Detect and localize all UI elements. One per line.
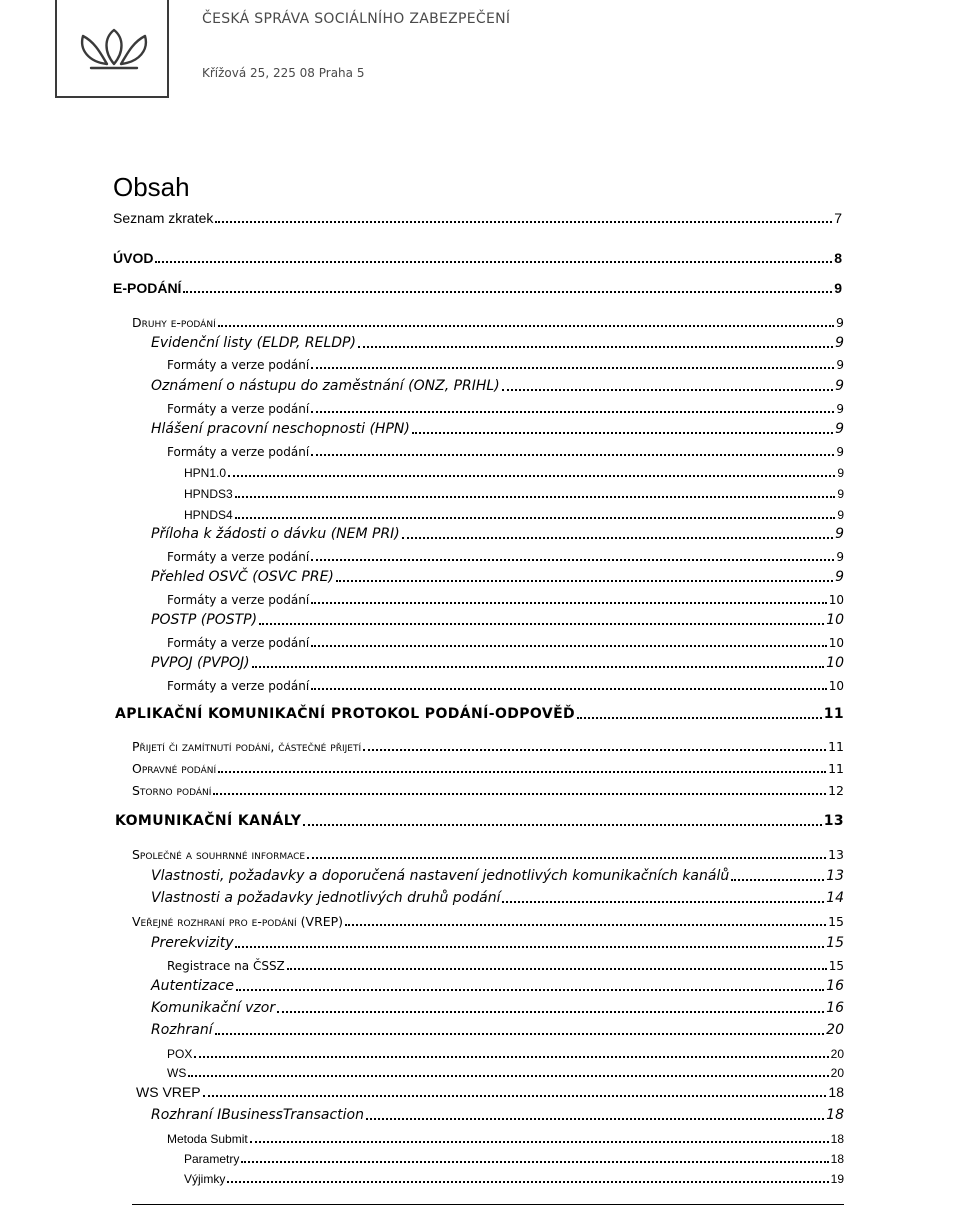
toc-entry-title: Metoda Submit xyxy=(167,1132,248,1146)
toc-entry-page: 10 xyxy=(828,679,844,693)
toc-leader xyxy=(215,221,832,223)
toc-entry-page: 9 xyxy=(836,550,844,564)
toc-entry-title: Prerekvizity xyxy=(151,935,234,951)
toc-leader xyxy=(311,645,827,647)
toc-entry[interactable] xyxy=(136,1080,844,1100)
toc-leader xyxy=(218,771,826,773)
toc-entry[interactable] xyxy=(151,974,844,994)
toc-entry[interactable] xyxy=(167,439,844,459)
toc-entry[interactable] xyxy=(132,778,844,798)
toc-entry-title: Společné a souhrnné informace xyxy=(132,847,306,862)
toc-entry-page: 20 xyxy=(830,1047,844,1061)
toc-entry-page: 19 xyxy=(830,1172,844,1186)
toc-entry-title: Hlášení pracovní neschopnosti (HPN) xyxy=(151,421,410,437)
toc-entry-page: 10 xyxy=(828,593,844,607)
toc-entry-page: 15 xyxy=(828,959,844,973)
toc-entry-page: 18 xyxy=(826,1107,844,1123)
toc-entry[interactable] xyxy=(184,1166,844,1186)
toc-entry-page: 9 xyxy=(837,466,844,480)
toc-entry-title: Přijetí či zamítnutí podání, částečné přijetí xyxy=(132,739,362,754)
toc-entry[interactable] xyxy=(115,702,844,722)
toc-entry-page: 13 xyxy=(823,813,844,829)
toc-entry-title: Opravné podání xyxy=(132,761,217,776)
toc-entry[interactable] xyxy=(167,1060,844,1080)
toc-leader xyxy=(311,559,834,561)
toc-entry-page: 11 xyxy=(828,739,844,754)
toc-entry[interactable] xyxy=(151,931,844,951)
toc-leader xyxy=(259,623,824,625)
toc-leader xyxy=(250,1141,829,1143)
toc-entry-page: 9 xyxy=(835,569,844,585)
toc-leader xyxy=(236,989,824,991)
toc-leader xyxy=(412,432,833,434)
toc-entry-title: Formáty a verze podání xyxy=(167,402,310,416)
toc-entry-title: Druhy e-podání xyxy=(132,315,216,330)
toc-leader xyxy=(502,901,824,903)
toc-entry-page: 14 xyxy=(826,890,844,906)
toc-entry-page: 9 xyxy=(836,358,844,372)
toc-entry-title: Veřejné rozhraní pro e-podání (VREP) xyxy=(132,914,344,929)
toc-entry-title: HPNDS3 xyxy=(184,487,233,501)
toc-leader xyxy=(215,1033,825,1035)
toc-entry-page: 13 xyxy=(828,847,844,862)
toc-entry[interactable] xyxy=(167,544,844,564)
toc-leader xyxy=(213,793,826,795)
toc-entry-page: 9 xyxy=(836,402,844,416)
toc-entry-title: POSTP (POSTP) xyxy=(151,612,258,628)
toc-entry[interactable] xyxy=(184,1146,844,1166)
toc-entry-title: Příloha k žádosti o dávku (NEM PRI) xyxy=(151,526,400,542)
toc-entry-page: 9 xyxy=(835,421,844,437)
toc-entry[interactable] xyxy=(167,1126,844,1146)
toc-leader xyxy=(336,580,833,582)
toc-entry-page: 20 xyxy=(826,1022,844,1038)
toc-entry[interactable] xyxy=(151,417,844,437)
toc-entry-title: HPN1.0 xyxy=(184,466,227,480)
toc-entry-page: 10 xyxy=(828,636,844,650)
toc-entry-page: 15 xyxy=(826,935,844,951)
toc-entry-title: Registrace na ČSSZ xyxy=(167,959,285,973)
toc-entry[interactable] xyxy=(151,1103,844,1123)
toc-entry-page: 9 xyxy=(836,445,844,459)
toc-entry[interactable] xyxy=(151,608,844,628)
toc-entry-title: Storno podání xyxy=(132,783,212,798)
logo xyxy=(55,0,169,98)
toc-leader xyxy=(277,1011,824,1013)
toc-entry[interactable] xyxy=(113,206,842,226)
toc-entry[interactable] xyxy=(151,331,844,351)
toc-entry[interactable] xyxy=(167,587,844,607)
toc-leader xyxy=(731,879,824,881)
toc-entry-page: 10 xyxy=(826,655,844,671)
toc-leader xyxy=(358,346,833,348)
organization-name: ČESKÁ SPRÁVA SOCIÁLNÍHO ZABEZPEČENÍ xyxy=(202,11,511,27)
toc-entry[interactable] xyxy=(167,396,844,416)
toc-leader xyxy=(227,1181,828,1183)
toc-leader xyxy=(345,924,826,926)
toc-entry-title: Autentizace xyxy=(151,978,235,994)
toc-entry-page: 18 xyxy=(828,1084,844,1100)
toc-entry-page: 16 xyxy=(826,1000,844,1016)
toc-entry-title: Formáty a verze podání xyxy=(167,636,310,650)
toc-leader xyxy=(183,291,832,293)
toc-entry[interactable] xyxy=(132,310,844,330)
toc-entry-page: 18 xyxy=(830,1152,844,1166)
toc-entry[interactable] xyxy=(184,460,844,480)
toc-entry-title: WS VREP xyxy=(136,1084,201,1100)
toc-entry-page: 9 xyxy=(835,335,844,351)
toc-entry[interactable] xyxy=(167,630,844,650)
toc-leader xyxy=(402,537,833,539)
toc-entry-title: Formáty a verze podání xyxy=(167,593,310,607)
toc-entry[interactable] xyxy=(151,864,844,884)
toc-entry[interactable] xyxy=(151,651,844,671)
toc-entry-page: 9 xyxy=(834,280,842,296)
toc-entry-title: Výjimky xyxy=(184,1172,226,1186)
toc-entry-page: 16 xyxy=(826,978,844,994)
toc-leader xyxy=(303,824,821,826)
toc-entry-page: 9 xyxy=(836,315,844,330)
toc-leader xyxy=(235,496,836,498)
toc-entry-page: 18 xyxy=(830,1132,844,1146)
toc-entry-page: 9 xyxy=(835,526,844,542)
toc-leader xyxy=(366,1118,824,1120)
toc-leader xyxy=(241,1161,828,1163)
toc-entry[interactable] xyxy=(132,842,844,862)
organization-address: Křížová 25, 225 08 Praha 5 xyxy=(202,66,365,80)
toc-entry[interactable] xyxy=(167,953,844,973)
toc-entry-title: Přehled OSVČ (OSVC PRE) xyxy=(151,569,334,585)
toc-entry-title: E-PODÁNÍ xyxy=(113,280,182,296)
toc-entry-title: APLIKAČNÍ KOMUNIKAČNÍ PROTOKOL PODÁNÍ-ODPOVĚĎ xyxy=(115,706,576,722)
bottom-rule xyxy=(132,1204,844,1205)
toc-entry-title: KOMUNIKAČNÍ KANÁLY xyxy=(115,813,302,829)
toc-entry[interactable] xyxy=(113,246,842,266)
toc-entry-page: 7 xyxy=(834,210,842,226)
toc-entry-title: Rozhraní xyxy=(151,1022,213,1038)
toc-leader xyxy=(311,454,834,456)
toc-entry-page: 9 xyxy=(837,508,844,522)
toc-entry[interactable] xyxy=(151,522,844,542)
toc-entry[interactable] xyxy=(151,1018,844,1038)
toc-entry[interactable] xyxy=(151,996,844,1016)
toc-leader xyxy=(188,1075,828,1077)
toc-entry[interactable] xyxy=(132,734,844,754)
toc-entry-page: 9 xyxy=(837,487,844,501)
toc-entry[interactable] xyxy=(132,756,844,776)
toc-leader xyxy=(218,325,834,327)
toc-leader xyxy=(252,666,825,668)
toc-entry-page: 9 xyxy=(835,378,844,394)
toc-entry[interactable] xyxy=(167,673,844,693)
toc-entry-title: HPNDS4 xyxy=(184,508,233,522)
toc-entry[interactable] xyxy=(184,502,844,522)
toc-leader xyxy=(577,717,822,719)
toc-entry-page: 8 xyxy=(834,250,842,266)
toc-entry-title: Komunikační vzor xyxy=(151,1000,276,1016)
toc-entry[interactable] xyxy=(151,565,844,585)
toc-entry[interactable] xyxy=(113,276,842,296)
toc-entry[interactable] xyxy=(167,1041,844,1061)
toc-leader xyxy=(502,389,833,391)
toc-entry-title: Formáty a verze podání xyxy=(167,445,310,459)
toc-entry-page: 10 xyxy=(826,612,844,628)
toc-entry-title: Formáty a verze podání xyxy=(167,358,310,372)
toc-leader xyxy=(155,261,832,263)
toc-entry-title: Formáty a verze podání xyxy=(167,679,310,693)
toc-entry[interactable] xyxy=(151,886,844,906)
toc-entry[interactable] xyxy=(132,909,844,929)
toc-entry-title: ÚVOD xyxy=(113,250,154,266)
toc-entry-title: WS xyxy=(167,1066,187,1080)
toc-entry-title: Rozhraní IBusinessTransaction xyxy=(151,1107,364,1123)
toc-entry-page: 13 xyxy=(826,868,844,884)
toc-leader xyxy=(311,602,827,604)
toc-entry[interactable] xyxy=(184,481,844,501)
toc-leader xyxy=(363,749,826,751)
toc-leader xyxy=(235,946,824,948)
toc-entry-title: Vlastnosti a požadavky jednotlivých druhů podání xyxy=(151,890,501,906)
toc-leader xyxy=(287,968,827,970)
toc-entry[interactable] xyxy=(167,352,844,372)
toc-leader xyxy=(235,517,836,519)
toc-leader xyxy=(311,688,827,690)
toc-entry-title: Evidenční listy (ELDP, RELDP) xyxy=(151,335,356,351)
toc-entry-page: 12 xyxy=(828,783,844,798)
tulip-logo-icon xyxy=(77,24,151,70)
toc-entry-title: Vlastnosti, požadavky a doporučená nastavení jednotlivých komunikačních kanálů xyxy=(151,868,730,884)
toc-entry-title: POX xyxy=(167,1047,193,1061)
toc-leader xyxy=(228,475,835,477)
toc-leader xyxy=(311,367,834,369)
toc-entry-title: Formáty a verze podání xyxy=(167,550,310,564)
toc-entry-title: Parametry xyxy=(184,1152,240,1166)
toc-entry-title: Oznámení o nástupu do zaměstnání (ONZ, PRIHL) xyxy=(151,378,500,394)
toc-entry[interactable] xyxy=(115,809,844,829)
toc-leader xyxy=(307,857,826,859)
toc-entry-title: PVPOJ (PVPOJ) xyxy=(151,655,250,671)
toc-entry-page: 20 xyxy=(830,1066,844,1080)
toc-entry-page: 11 xyxy=(823,706,844,722)
toc-entry-page: 11 xyxy=(828,761,844,776)
toc-leader xyxy=(311,411,834,413)
page-title: Obsah xyxy=(113,172,190,203)
toc-entry-page: 15 xyxy=(828,914,844,929)
toc-entry-title: Seznam zkratek xyxy=(113,210,214,226)
toc-leader xyxy=(194,1056,828,1058)
toc-leader xyxy=(203,1095,827,1097)
toc-entry[interactable] xyxy=(151,374,844,394)
